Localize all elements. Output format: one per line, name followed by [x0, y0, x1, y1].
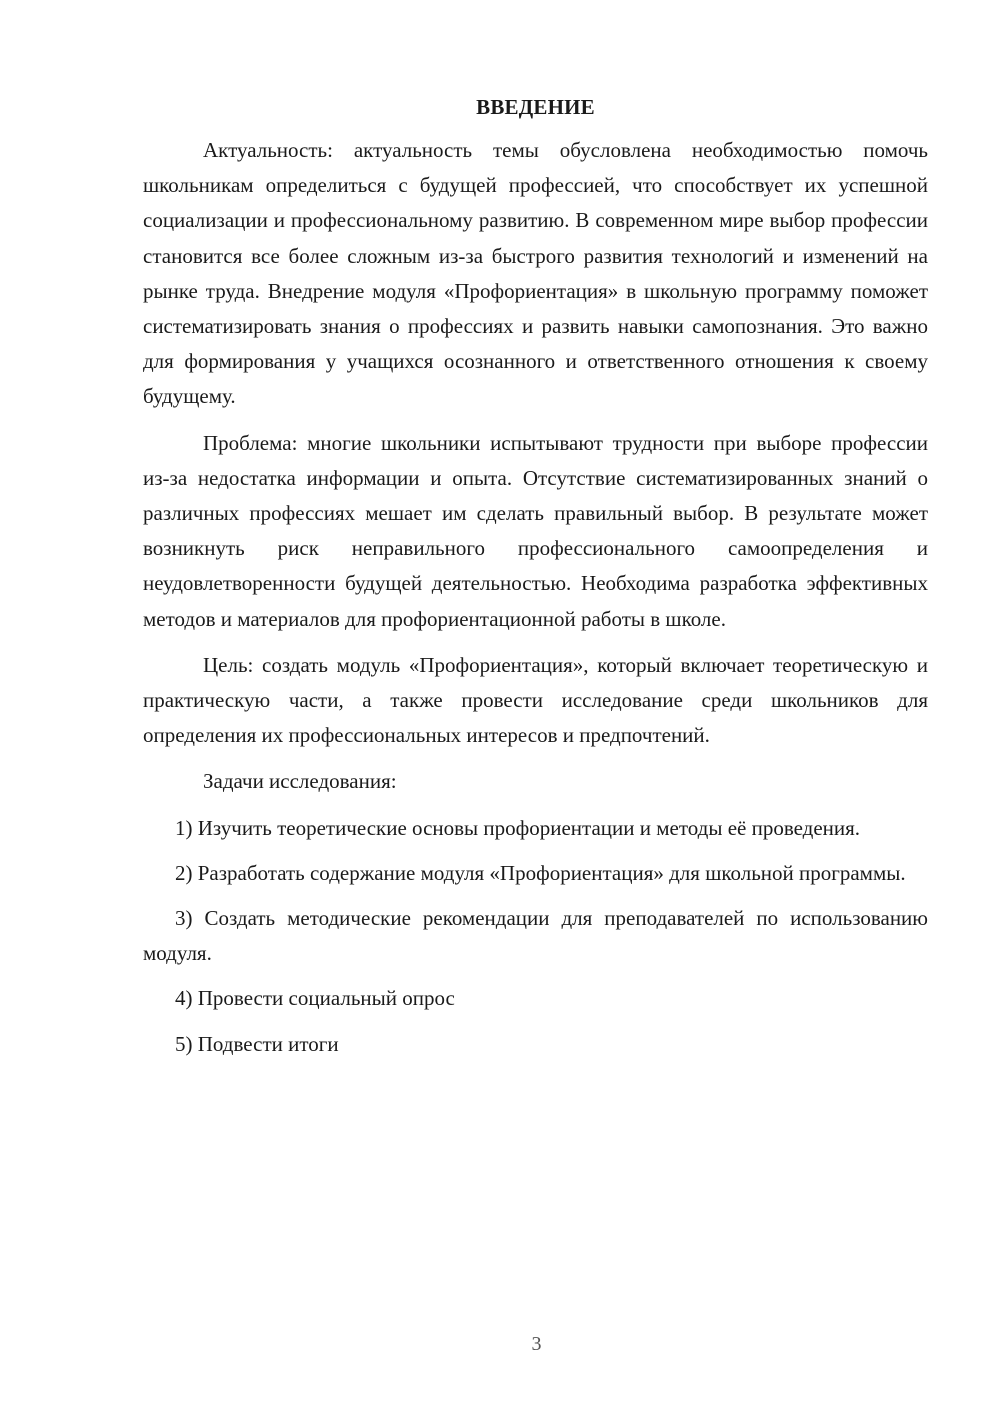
list-item: 3) Создать методические рекомендации для преподавателей по использованию модуля. [143, 906, 928, 966]
list-item: 1) Изучить теоретические основы профориентации и методы её проведения. [175, 815, 861, 840]
list-item: 5) Подвести итоги [175, 1031, 339, 1056]
list-item: 2) Разработать содержание модуля «Профориентация» для школьной программы. [175, 860, 906, 885]
paragraph-problem: Проблема: многие школьники испытывают трудности при выборе профессии из-за недостатка информации и опыта. Отсутствие систематизированных знаний о различных профессиях мешает им сделать правильный выбор. В результате может возникнуть риск неправильного профессионального самоопределения и неудовлетворенности будущей деятельностью. Необходима разработка эффективных методов и материалов для профориентационной работы в школе. [143, 430, 928, 631]
tasks-list [143, 811, 928, 1062]
paragraph-relevance: Актуальность: актуальность темы обусловлена необходимостью помочь школьникам определиться с будущей профессией, что способствует их успешной социализации и профессиональному развитию. В современном мире выбор профессии становится все более сложным из-за быстрого развития технологий и изменений на рынке труда. Внедрение модуля «Профориентация» в школьную программу поможет систематизировать знания о профессиях и развить навыки самопознания. Это важно для формирования у учащихся осознанного и ответственного отношения к своему будущему. [143, 138, 928, 409]
page-number: 3 [531, 1333, 542, 1355]
tasks-heading: Задачи исследования: [203, 769, 397, 794]
document-title: ВВЕДЕНИЕ [476, 95, 595, 119]
paragraph-goal: Цель: создать модуль «Профориентация», который включает теоретическую и практическую части, а также провести исследование среди школьников для определения их профессиональных интересов и предпочтений. [143, 652, 928, 748]
document-page [143, 90, 928, 1072]
list-item: 4) Провести социальный опрос [175, 986, 455, 1011]
